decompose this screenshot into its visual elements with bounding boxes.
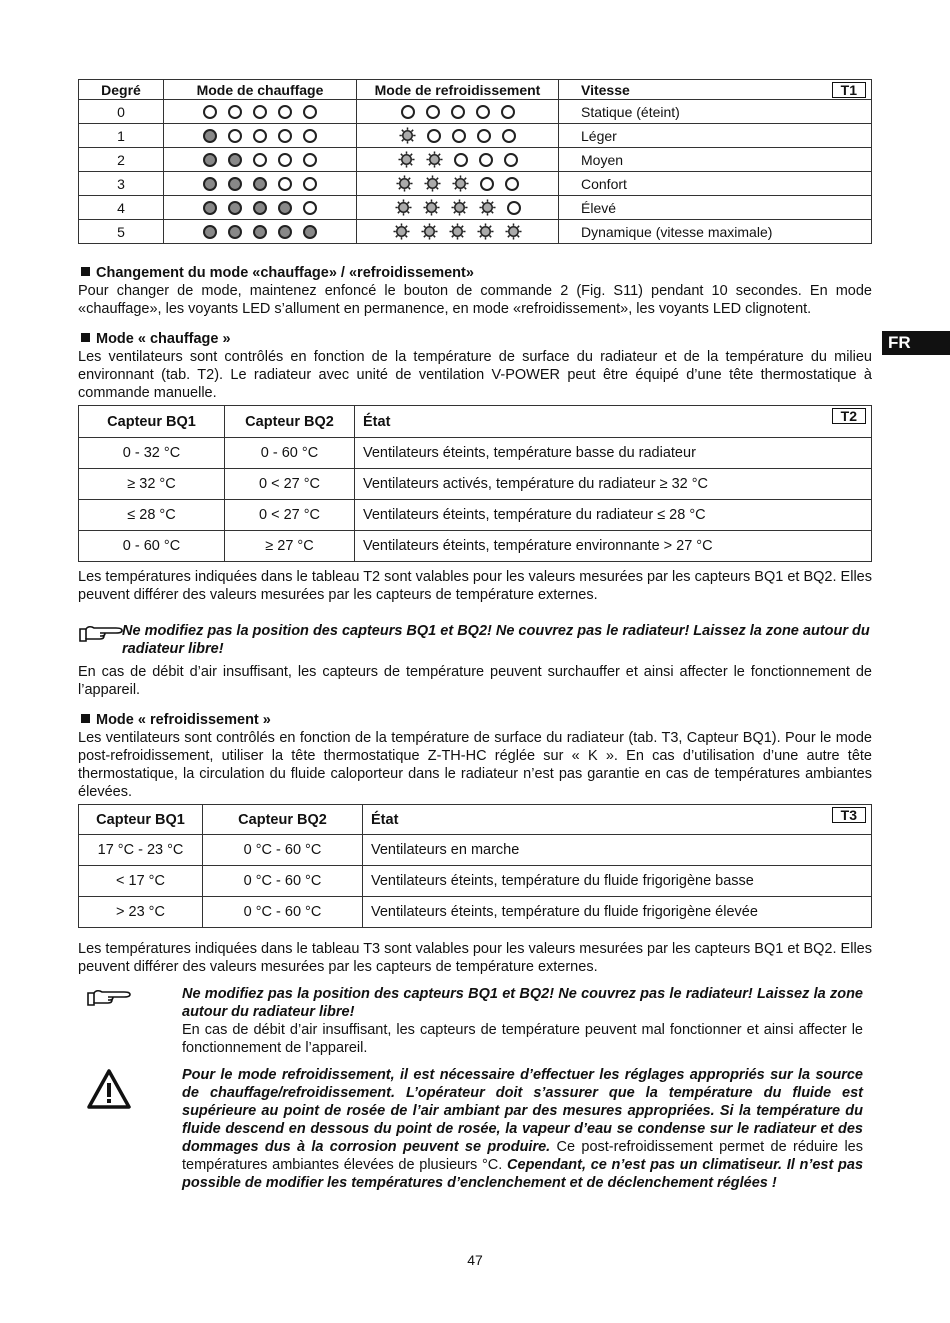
led-off-icon [278,177,292,191]
cell-bq2: ≥ 27 °C [225,531,355,562]
led-blinking-icon [505,223,522,240]
cell-bq1: 0 - 32 °C [79,438,225,469]
section-title-cooling: Mode « refroidissement » [78,711,872,729]
pointing-hand-icon [78,624,124,649]
led-off-icon [278,153,292,167]
led-blinking-icon [399,127,416,144]
cell-speed: Moyen [559,148,872,172]
table-row [79,148,872,172]
led-blinking-icon [421,223,438,240]
led-on-icon [203,129,217,143]
table-tag: T3 [832,807,866,823]
cell-cooling [357,100,559,124]
cell-cooling [357,172,559,196]
led-off-icon [303,153,317,167]
cell-degree: 4 [79,196,164,220]
cell-bq2: 0 - 60 °C [225,438,355,469]
table-row [79,196,872,220]
table-row [79,897,872,928]
led-blinking-icon [477,223,494,240]
warning-3 [182,1066,863,1192]
led-off-icon [253,129,267,143]
led-on-icon [253,225,267,239]
table-row [79,469,872,500]
led-blinking-icon [398,151,415,168]
header-sensor-bq1: Capteur BQ1 [79,805,203,835]
header-speed [559,80,872,100]
section-text-heating: Les ventilateurs sont contrôlés en fonction de la température de surface du radiateur et de la température du milieu environnant (tab. T2). Le radiateur avec unité de ventilation V-POWER peut être équipé d’une tête thermostatique à commande manuelle. [78,349,872,401]
section-text-cooling: Les ventilateurs sont contrôlés en fonction de la température de surface du radiateur (tab. T3, Capteur BQ1). Pour le mode post-refroidissement, utiliser la tête thermostatique Z-TH-HC réglée sur « K ». En cas d’utilisation d’une autre tête thermostatique, la circulation du fluide caloporteur dans le radiateur n’est pas garantie en cas de températures ambiantes élevées. [78,730,872,800]
cell-degree: 0 [79,100,164,124]
led-blinking-icon [424,175,441,192]
table-header-row [79,80,872,100]
led-on-icon [228,177,242,191]
led-on-icon [303,225,317,239]
warning-2-bold: Ne modifiez pas la position des capteurs BQ1 et BQ2! Ne couvrez pas le radiateur! Laissez la zone autour du radiateur libre! [182,986,863,1020]
cell-bq1: > 23 °C [79,897,203,928]
cell-cooling [357,220,559,244]
language-tab: FR [882,331,950,355]
table-row [79,866,872,897]
cell-speed: Dynamique (vitesse maximale) [559,220,872,244]
led-off-icon [479,153,493,167]
led-off-icon [502,129,516,143]
led-on-icon [278,201,292,215]
led-off-icon [477,129,491,143]
warning-1-text: En cas de débit d’air insuffisant, les capteurs de température peuvent surchauffer et ainsi affecter le fonctionnement de l’appareil. [78,664,872,698]
led-off-icon [452,129,466,143]
cell-heating [164,196,357,220]
led-off-icon [476,105,490,119]
led-off-icon [303,105,317,119]
led-off-icon [454,153,468,167]
header-speed-label: Vitesse [581,81,630,98]
warning-2-text: En cas de débit d’air insuffisant, les capteurs de température peuvent mal fonctionner et ainsi affecter le fonctionnement de l’appareil. [182,1022,863,1056]
cell-heating [164,172,357,196]
cell-state: Ventilateurs éteints, température basse du radiateur [355,438,872,469]
led-off-icon [505,177,519,191]
header-state-label: État [363,413,391,430]
led-on-icon [203,201,217,215]
header-sensor-bq2: Capteur BQ2 [203,805,363,835]
cell-bq2: 0 °C - 60 °C [203,835,363,866]
cell-heating [164,124,357,148]
led-blinking-icon [449,223,466,240]
led-blinking-icon [451,199,468,216]
led-off-icon [303,201,317,215]
cell-bq1: < 17 °C [79,866,203,897]
led-on-icon [253,177,267,191]
led-off-icon [203,105,217,119]
table-row [79,531,872,562]
header-state-label: État [371,811,399,828]
led-blinking-icon [452,175,469,192]
cell-speed: Léger [559,124,872,148]
header-state [363,805,872,835]
warning-1-bold: Ne modifiez pas la position des capteurs BQ1 et BQ2! Ne couvrez pas le radiateur! Laissez la zone autour du radiateur libre! [122,623,870,657]
cell-degree: 3 [79,172,164,196]
led-off-icon [228,105,242,119]
warning-3-bold-2: Cependant, ce n’est pas un climatiseur. Il n’est pas possible de modifier les températures d’enclenchement et de déclenchement réglées ! [182,1157,864,1191]
table-t3 [78,804,872,928]
table-t1 [78,79,872,244]
table-t2 [78,405,872,562]
table-row [79,835,872,866]
cell-bq1: ≤ 28 °C [79,500,225,531]
cell-bq2: 0 °C - 60 °C [203,897,363,928]
led-off-icon [228,129,242,143]
cell-bq2: 0 < 27 °C [225,500,355,531]
warning-3-bold-1: Pour le mode refroidissement, il est nécessaire d’effectuer les réglages appropriés sur la source de chauffage/refroidissement. L’opérateur doit s’assurer que la température du fluide est supérieure au point de rosée de l’air ambiant par des mesures appropriées. Si la température du fluide descend en dessous du point de rosée, la vapeur d’eau se condense sur le radiateur et des dommages dus à la corrosion peuvent se produire. [182,1067,863,1155]
cell-degree: 5 [79,220,164,244]
cell-heating [164,100,357,124]
table-header-row [79,406,872,438]
table-row [79,172,872,196]
cell-degree: 2 [79,148,164,172]
header-state [355,406,872,438]
led-off-icon [278,129,292,143]
cell-speed: Élevé [559,196,872,220]
warning-3-text: Ce post-refroidissement permet de réduire les températures ambiantes élevées de plusieurs °C. [182,1139,863,1173]
table-tag: T1 [832,82,866,98]
header-heating-mode: Mode de chauffage [164,80,357,100]
header-sensor-bq1: Capteur BQ1 [79,406,225,438]
table-row [79,100,872,124]
header-cooling-mode: Mode de refroidissement [357,80,559,100]
led-blinking-icon [423,199,440,216]
led-off-icon [253,105,267,119]
led-off-icon [426,105,440,119]
led-blinking-icon [396,175,413,192]
table-row [79,438,872,469]
led-on-icon [253,201,267,215]
cell-state: Ventilateurs activés, température du radiateur ≥ 32 °C [355,469,872,500]
warning-2 [182,985,863,1057]
section-text-mode-change: Pour changer de mode, maintenez enfoncé le bouton de commande 2 (Fig. S11) pendant 10 secondes. En mode «chauffage», les voyants LED s’allument en permanence, en mode «refroidissement», les voyants LED clignotent. [78,283,872,317]
cell-bq2: 0 °C - 60 °C [203,866,363,897]
cell-bq1: 0 - 60 °C [79,531,225,562]
page-number: 47 [467,1252,483,1268]
table-tag: T2 [832,408,866,424]
led-blinking-icon [395,199,412,216]
table-row [79,500,872,531]
t2-note: Les températures indiquées dans le tableau T2 sont valables pour les valeurs mesurées par les capteurs BQ1 et BQ2. Elles peuvent différer des valeurs mesurées par les capteurs de température externes. [78,569,872,603]
table-row [79,124,872,148]
cell-cooling [357,124,559,148]
cell-cooling [357,196,559,220]
led-on-icon [203,153,217,167]
led-off-icon [504,153,518,167]
header-degree: Degré [79,80,164,100]
led-on-icon [228,225,242,239]
led-on-icon [203,225,217,239]
cell-heating [164,148,357,172]
t3-note: Les températures indiquées dans le tableau T3 sont valables pour les valeurs mesurées par les capteurs BQ1 et BQ2. Elles peuvent différer des valeurs mesurées par les capteurs de température externes. [78,941,872,975]
cell-state: Ventilateurs éteints, température du fluide frigorigène basse [363,866,872,897]
cell-heating [164,220,357,244]
cell-bq1: 17 °C - 23 °C [79,835,203,866]
cell-speed: Confort [559,172,872,196]
cell-cooling [357,148,559,172]
warning-triangle-icon [86,1068,132,1115]
section-title-heating: Mode « chauffage » [78,330,872,348]
led-on-icon [228,201,242,215]
led-off-icon [303,129,317,143]
led-blinking-icon [479,199,496,216]
cell-degree: 1 [79,124,164,148]
cell-speed: Statique (éteint) [559,100,872,124]
led-off-icon [507,201,521,215]
led-off-icon [501,105,515,119]
led-blinking-icon [393,223,410,240]
cell-state: Ventilateurs en marche [363,835,872,866]
led-off-icon [303,177,317,191]
led-off-icon [427,129,441,143]
section-title-mode-change: Changement du mode «chauffage» / «refroidissement» [78,264,872,282]
led-blinking-icon [426,151,443,168]
pointing-hand-icon [86,988,132,1013]
led-on-icon [278,225,292,239]
table-header-row [79,805,872,835]
table-row [79,220,872,244]
led-on-icon [228,153,242,167]
cell-state: Ventilateurs éteints, température environnante > 27 °C [355,531,872,562]
cell-state: Ventilateurs éteints, température du radiateur ≤ 28 °C [355,500,872,531]
cell-state: Ventilateurs éteints, température du fluide frigorigène élevée [363,897,872,928]
header-sensor-bq2: Capteur BQ2 [225,406,355,438]
led-off-icon [480,177,494,191]
led-off-icon [278,105,292,119]
led-off-icon [451,105,465,119]
led-off-icon [253,153,267,167]
cell-bq1: ≥ 32 °C [79,469,225,500]
led-on-icon [203,177,217,191]
led-off-icon [401,105,415,119]
cell-bq2: 0 < 27 °C [225,469,355,500]
